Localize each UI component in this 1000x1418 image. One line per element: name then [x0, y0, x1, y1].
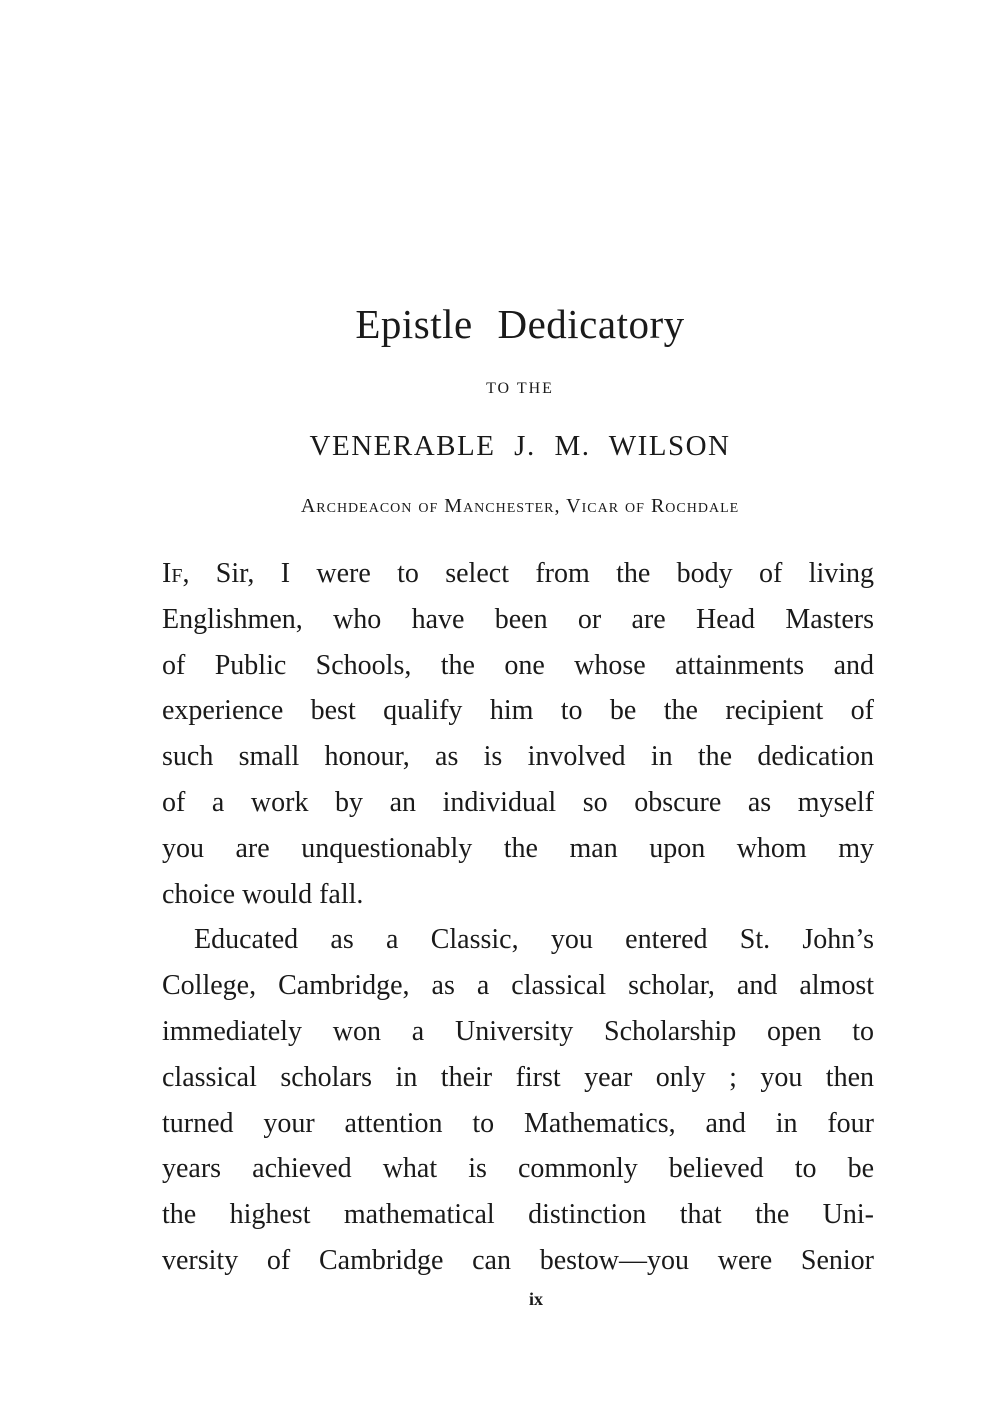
- paragraph-1-line: of a work by an individual so obscure as myself: [162, 786, 874, 818]
- dedicatee-titles: Archdeacon of Manchester, Vicar of Rochdale: [300, 495, 740, 517]
- paragraph-2-line: the highest mathematical distinction that the Uni-: [162, 1199, 874, 1231]
- paragraph-1-line: [162, 551, 874, 597]
- page-number: ix: [528, 1289, 543, 1309]
- paragraph-2-line: College, Cambridge, as a classical scholar, and almost: [162, 970, 874, 1002]
- paragraph-2: [162, 917, 874, 1283]
- paragraph-2-line: immediately won a University Scholarship open to: [162, 1015, 874, 1047]
- paragraph-1-line: Englishmen, who have been or are Head Masters: [162, 603, 874, 635]
- paragraph-1-line: choice would fall.: [162, 878, 364, 910]
- dedicatee-name: VENERABLE J. M. WILSON: [309, 430, 731, 462]
- dedication-to-the: TO THE: [486, 380, 554, 397]
- paragraph-1-line-text: , Sir, I were to select from the body of living: [182, 558, 874, 589]
- paragraph-2-line: turned your attention to Mathematics, and in four: [162, 1107, 874, 1139]
- paragraph-2-line: years achieved what is commonly believed to be: [162, 1153, 874, 1185]
- paragraph-2-line: versity of Cambridge can bestow—you were Senior: [162, 1244, 874, 1276]
- paragraph-2-line: Educated as a Classic, you entered St. John’s: [194, 924, 874, 956]
- paragraph-1-line: experience best qualify him to be the recipient of: [162, 695, 874, 727]
- paragraph-1-line: such small honour, as is involved in the dedication: [162, 741, 874, 773]
- dedication-body: [162, 551, 874, 1284]
- paragraph-1-line: you are unquestionably the man upon whom my: [162, 832, 874, 864]
- page-title: Epistle Dedicatory: [355, 301, 685, 347]
- paragraph-2-line: classical scholars in their first year only ; you then: [162, 1061, 874, 1093]
- paragraph-1: [162, 551, 874, 917]
- lead-in-word: If: [162, 558, 183, 589]
- paragraph-1-line: of Public Schools, the one whose attainments and: [162, 649, 874, 681]
